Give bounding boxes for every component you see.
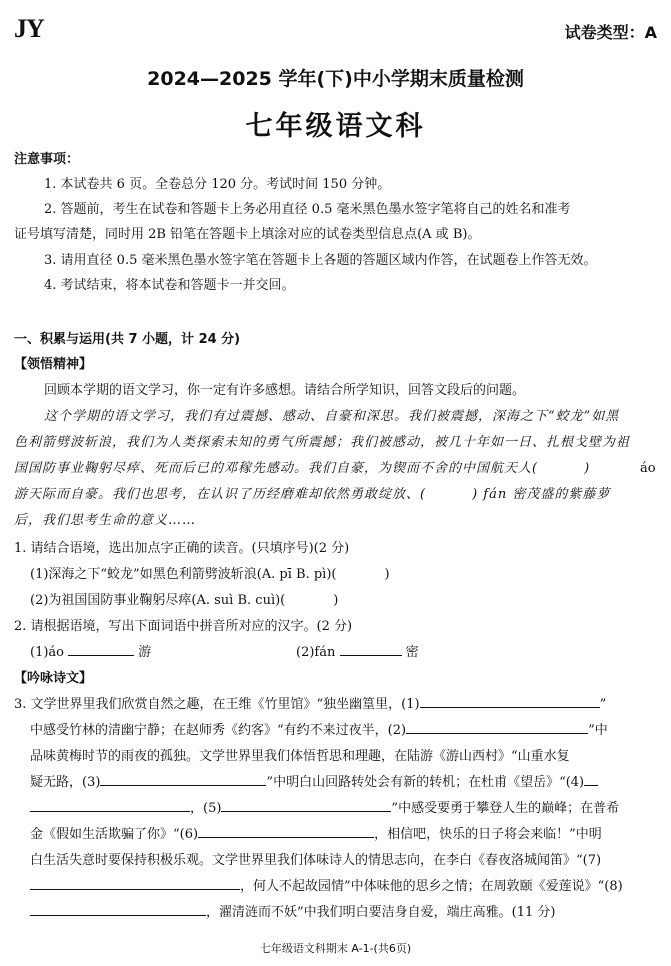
- question-3-line-7: 白生活失意时要保持积极乐观。文学世界里我们体味诗人的情思志向，在李白《春夜洛城闻笛》“(7): [30, 853, 602, 868]
- note-item-3: 3. 请用直径 0.5 毫米黑色墨水签字笔在答题卡上各题的答题区域内作答，在试题卷上作答无效。: [44, 253, 597, 268]
- answer-blank[interactable]: [420, 693, 600, 708]
- answer-blank[interactable]: [406, 719, 588, 734]
- answer-blank[interactable]: [100, 771, 266, 786]
- question-2-item-1: [30, 641, 151, 665]
- subject-title: 七年级语文科: [245, 111, 426, 142]
- q3-text: ，濯清涟而不妖”中我们明白要洁身自爱，端庄高雅。(11 分): [206, 905, 556, 920]
- question-3-line-5: [30, 797, 619, 821]
- answer-blank[interactable]: [30, 901, 206, 916]
- passage-line-4: [14, 483, 610, 507]
- answer-blank[interactable]: [30, 797, 190, 812]
- pinyin-ao: áo: [640, 461, 656, 476]
- passage-line-2: 色利箭劈波斩浪，我们为人类探索未知的勇气所震撼；我们被感动，被几十年如一日、扎根戈壁为祖: [14, 435, 631, 450]
- question-3-line-6: [30, 823, 602, 847]
- note-item-4: 4. 考试结束，将本试卷和答题卡一并交回。: [44, 278, 295, 293]
- q3-text: ，何人不起故园情”中体味他的思乡之情；在周敦颐《爱莲说》“(8): [240, 879, 623, 894]
- passage-line-5: 后，我们思考生命的意义……: [14, 513, 197, 528]
- question-2-stem: 2. 请根据语境，写出下面词语中拼音所对应的汉字。(2 分): [14, 619, 353, 634]
- question-3-line-1: [14, 693, 606, 717]
- question-1-option-1-text: (1)深海之下“蛟龙”如黑色利箭劈波斩浪(A. pī B. pì)(: [30, 567, 337, 582]
- q3-text: 金《假如生活欺骗了你》“(6): [30, 827, 199, 842]
- intro-text: 回顾本学期的语文学习，你一定有许多感想。请结合所学知识，回答文段后的问题。: [44, 383, 526, 398]
- section-heading: 一、积累与运用(共 7 小题，计 24 分): [14, 332, 241, 347]
- note-item-2: 2. 答题前，考生在试卷和答题卡上务必用直径 0.5 毫米黑色墨水签字笔将自己的姓名和准考: [44, 202, 571, 217]
- q3-text: ”中感受要勇于攀登人生的巅峰；在普希: [391, 801, 620, 816]
- q3-text: ”中明白山回路转处会有新的转机；在杜甫《望岳》“(4): [266, 775, 585, 790]
- question-3-line-8: [30, 875, 623, 899]
- q3-text: 3. 文学世界里我们欣赏自然之趣，在王维《竹里馆》“独坐幽篁里，(1): [14, 697, 420, 712]
- notes-heading: 注意事项：: [14, 152, 80, 167]
- answer-blank[interactable]: [68, 641, 134, 656]
- q3-text: 中感受竹林的清幽宁静；在赵师秀《约客》“有约不来过夜半，(2): [30, 723, 407, 738]
- question-3-line-2: [30, 719, 608, 743]
- paper-type-label: 试卷类型：A: [564, 23, 657, 42]
- q3-text: ”: [599, 697, 607, 712]
- question-3-line-4: [30, 771, 598, 795]
- publisher-logo: JY: [14, 14, 44, 43]
- answer-blank[interactable]: [584, 771, 598, 786]
- exam-title: 2024—2025 学年(下)中小学期末质量检测: [147, 68, 524, 90]
- question-3-line-9: [30, 901, 555, 925]
- question-2-item-2-pinyin: (2)fán: [296, 645, 336, 660]
- question-1-stem: 1. 请结合语境，选出加点字正确的读音。(只填序号)(2 分): [14, 541, 350, 556]
- question-2-item-1-char: 游: [138, 645, 152, 660]
- answer-blank[interactable]: [340, 641, 402, 656]
- passage-line-4-text: 游天际而自豪。我们也思考，在认识了历经磨难却依然勇敢绽放、(: [14, 487, 427, 502]
- question-1-option-2-text: (2)为祖国国防事业鞠躬尽瘁(A. suì B. cuì)(: [30, 593, 286, 608]
- passage-line-3-paren: ): [584, 461, 591, 476]
- question-2-item-1-pinyin: (1)áo: [30, 645, 64, 660]
- passage-line-4-paren: ): [472, 487, 479, 502]
- question-3-line-3: 品味黄梅时节的雨夜的孤独。文学世界里我们体悟哲思和理趣，在陆游《游山西村》“山重水复: [30, 749, 570, 764]
- page-footer: 七年级语文科期末 A-1-(共6页): [259, 942, 412, 955]
- passage-line-1: 这个学期的语文学习，我们有过震撼、感动、自豪和深思。我们被震撼，深海之下“蛟龙”如黑: [44, 409, 620, 424]
- note-item-2-cont: 证号填写清楚，同时用 2B 铅笔在答题卡上填涂对应的试卷类型信息点(A 或 B)。: [14, 227, 481, 242]
- subsection-heading-2: 【吟咏诗文】: [14, 671, 93, 686]
- answer-blank[interactable]: [198, 823, 374, 838]
- subsection-heading-1: 【领悟精神】: [14, 357, 93, 372]
- q3-text: ”中: [588, 723, 608, 738]
- question-1-option-2-end: ): [333, 593, 339, 608]
- answer-blank[interactable]: [221, 797, 391, 812]
- q3-text: 疑无路，(3): [30, 775, 101, 790]
- question-1-option-2: [30, 589, 338, 613]
- question-2-item-2-char: 密: [405, 645, 419, 660]
- question-2-item-2: [296, 641, 419, 665]
- passage-line-3-text: 国国防事业鞠躬尽瘁、死而后已的邓稼先感动。我们自豪，为锲而不舍的中国航天人(: [14, 461, 539, 476]
- question-1-option-1-end: ): [384, 567, 390, 582]
- q3-text: ，相信吧，快乐的日子将会来临！”中明: [374, 827, 602, 842]
- note-item-1: 1. 本试卷共 6 页。全卷总分 120 分。考试时间 150 分钟。: [44, 177, 391, 192]
- passage-line-3: [14, 457, 590, 481]
- passage-line-4-tail: fán 密茂盛的紫藤萝: [483, 487, 611, 502]
- q3-text: ，(5): [190, 801, 222, 816]
- answer-blank[interactable]: [30, 875, 240, 890]
- question-1-option-1: [30, 563, 390, 587]
